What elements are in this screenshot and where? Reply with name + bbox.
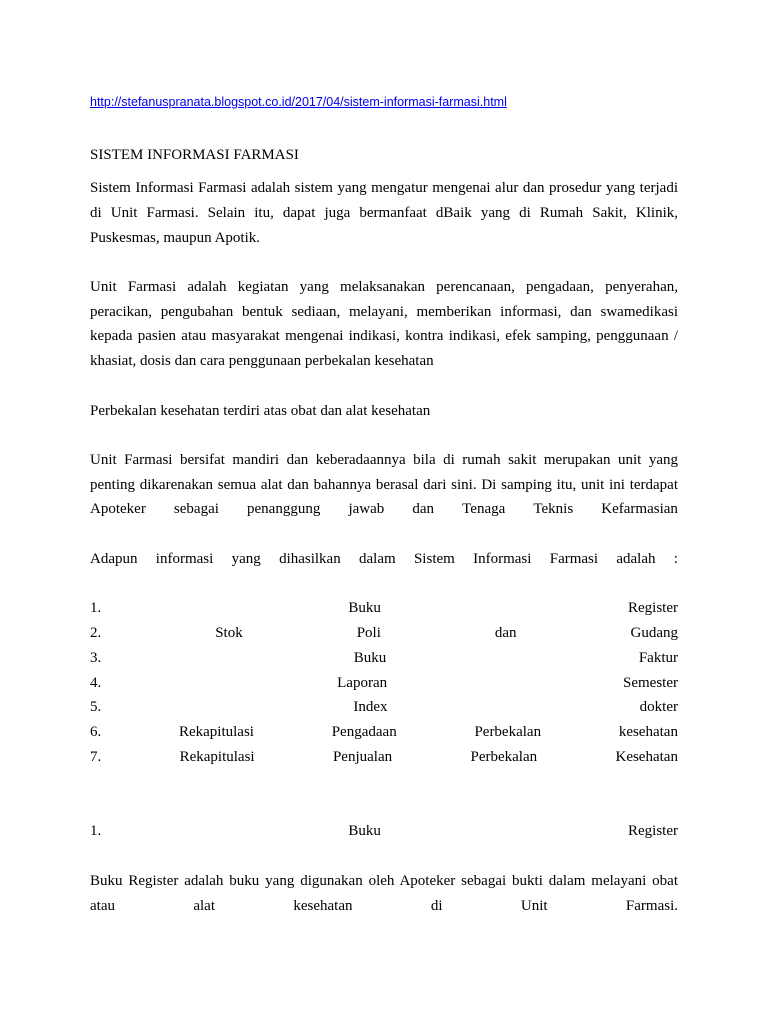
word: sebagai: [173, 501, 219, 517]
word: Register: [627, 600, 678, 616]
word: Teknis: [533, 501, 574, 517]
list-item: [90, 598, 678, 618]
paragraph-line: kepada pasien atau masyarakat mengenai indikasi, kontra indikasi, efek samping, penggunaan /: [90, 328, 678, 344]
word: Buku: [353, 650, 387, 666]
word: Stok: [215, 625, 243, 641]
word: penanggung: [247, 501, 321, 517]
list-item: [90, 673, 678, 693]
paragraph-line: peracikan, pengubahan bentuk sediaan, melayani, memberikan informasi, dan swamedikasi: [90, 304, 678, 320]
word: adalah: [616, 551, 656, 567]
word: Penjualan: [332, 749, 393, 765]
word: Adapun: [90, 551, 138, 567]
word: Index: [353, 699, 388, 715]
word: Buku: [348, 600, 381, 616]
word: di: [430, 898, 443, 914]
word: Semester: [623, 675, 678, 691]
list-item: [90, 648, 678, 668]
word: dokter: [639, 699, 678, 715]
paragraph-line: Unit Farmasi bersifat mandiri dan keberadaannya bila di rumah sakit merupakan unit yang: [90, 452, 678, 468]
word: Tenaga: [462, 501, 506, 517]
list-number: 1.: [90, 600, 102, 616]
list-number: 2.: [90, 625, 102, 641]
document-heading: SISTEM INFORMASI FARMASI: [90, 147, 299, 163]
list-item: [90, 747, 678, 767]
list-number: 4.: [90, 675, 102, 691]
word: :: [673, 551, 678, 567]
paragraph-line: penting dikarenakan semua alat dan bahannya berasal dari sini. Di samping itu, unit ini terdapat: [90, 477, 678, 493]
word: Rekapitulasi: [178, 724, 254, 740]
paragraph-line: [90, 896, 678, 916]
paragraph-line: khasiat, dosis dan cara penggunaan perbekalan kesehatan: [90, 353, 434, 369]
word: jawab: [348, 501, 385, 517]
word: Farmasi: [549, 551, 599, 567]
word: Faktur: [638, 650, 678, 666]
paragraph-line: Sistem Informasi Farmasi adalah sistem yang mengatur mengenai alur dan prosedur yang terjadi: [90, 180, 678, 196]
list-number: 5.: [90, 699, 102, 715]
word: Kesehatan: [615, 749, 678, 765]
word: Laporan: [337, 675, 388, 691]
list-number: 6.: [90, 724, 102, 740]
word: Farmasi.: [625, 898, 678, 914]
word: Perbekalan: [470, 749, 538, 765]
word: Sistem: [413, 551, 455, 567]
paragraph-line: di Unit Farmasi. Selain itu, dapat juga bermanfaat dBaik yang di Rumah Sakit, Klinik,: [90, 205, 678, 221]
paragraph-line: Unit Farmasi adalah kegiatan yang melaksanakan perencanaan, pengadaan, penyerahan,: [90, 279, 678, 295]
paragraph-line: Buku Register adalah buku yang digunakan oleh Apoteker sebagai bukti dalam melayani obat: [90, 873, 678, 889]
word: dan: [412, 501, 435, 517]
list-number: 1.: [90, 823, 102, 839]
word: Poli: [356, 625, 381, 641]
list-number: 3.: [90, 650, 102, 666]
list-number: 7.: [90, 749, 102, 765]
word: Register: [627, 823, 678, 839]
list-item: [90, 623, 678, 643]
word: informasi: [155, 551, 214, 567]
word: dalam: [359, 551, 396, 567]
word: dan: [494, 625, 517, 641]
word: Perbekalan: [474, 724, 542, 740]
word: kesehatan: [618, 724, 678, 740]
word: alat: [193, 898, 215, 914]
source-link[interactable]: http://stefanuspranata.blogspot.co.id/2017/04/sistem-informasi-farmasi.html: [90, 95, 507, 109]
paragraph-line: Puskesmas, maupun Apotik.: [90, 230, 261, 246]
intro-line: [90, 549, 678, 569]
paragraph-perbekalan: Perbekalan kesehatan terdiri atas obat dan alat kesehatan: [90, 403, 431, 419]
section-heading: [90, 821, 678, 841]
word: Rekapitulasi: [179, 749, 255, 765]
word: Gudang: [630, 625, 678, 641]
word: dihasilkan: [279, 551, 341, 567]
word: atau: [90, 898, 115, 914]
word: Informasi: [473, 551, 532, 567]
list-item: [90, 697, 678, 717]
word: Kefarmasian: [601, 501, 678, 517]
word: Buku: [348, 823, 381, 839]
word: Apoteker: [90, 501, 146, 517]
word: yang: [231, 551, 261, 567]
word: Pengadaan: [331, 724, 397, 740]
word: Unit: [520, 898, 548, 914]
word: kesehatan: [293, 898, 353, 914]
list-item: [90, 722, 678, 742]
paragraph-line: [90, 499, 678, 519]
